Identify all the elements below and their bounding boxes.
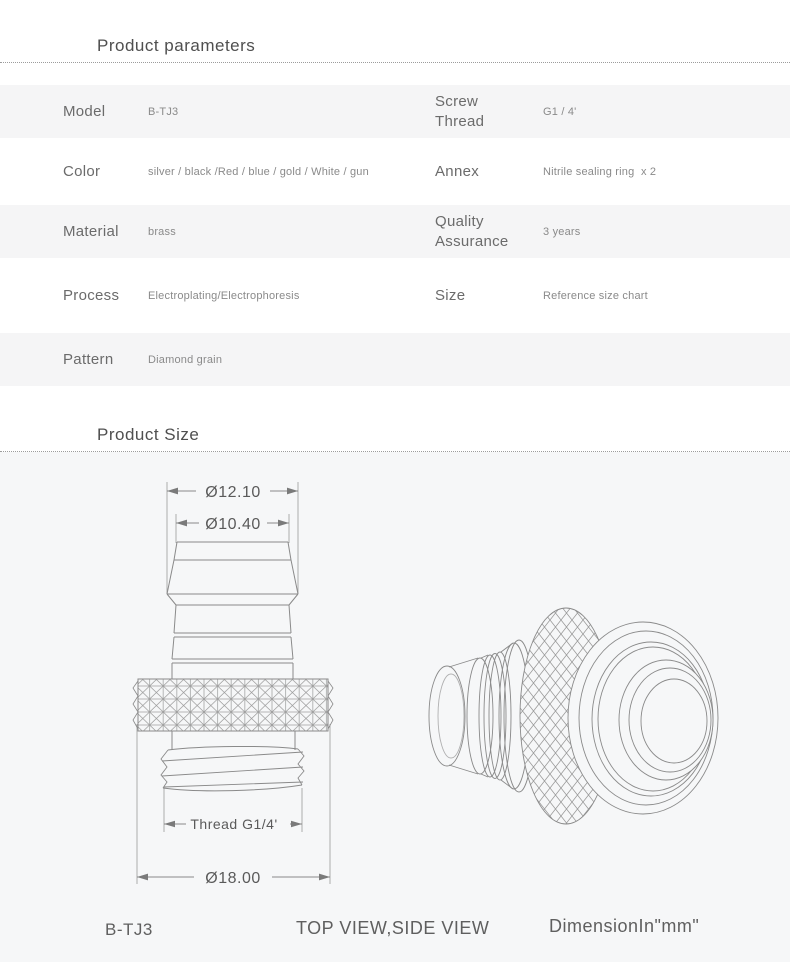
caption-views: TOP VIEW,SIDE VIEW	[296, 918, 490, 938]
param-value: Reference size chart	[543, 289, 648, 302]
parameters-section-title: Product parameters	[0, 0, 790, 63]
param-value: Electroplating/Electrophoresis	[148, 289, 300, 302]
thread-section	[161, 731, 304, 791]
table-row	[0, 205, 790, 258]
table-row	[0, 138, 790, 205]
table-row	[0, 333, 790, 386]
param-value: brass	[148, 225, 176, 238]
front-view	[133, 482, 333, 887]
caption-model: B-TJ3	[105, 920, 153, 939]
param-label: Annex	[435, 162, 480, 180]
size-section-title: Product Size	[0, 386, 790, 452]
param-value: Nitrile sealing ring x 2	[543, 165, 657, 178]
param-label: Pattern	[63, 350, 114, 368]
dim-thread: Thread G1/4'	[190, 816, 278, 832]
table-row	[0, 258, 790, 333]
knurl-band	[133, 679, 333, 731]
face-rings	[568, 622, 718, 814]
param-value: 3 years	[543, 225, 581, 238]
perspective-view	[429, 608, 718, 824]
param-value: Diamond grain	[148, 353, 223, 366]
dim-second-diameter: Ø10.40	[205, 516, 261, 533]
fitting-outline	[167, 542, 298, 679]
param-label: Size	[435, 286, 466, 304]
param-label: Material	[63, 222, 119, 240]
param-value: G1 / 4'	[543, 105, 577, 118]
dim-outer-diameter: Ø18.00	[205, 870, 261, 887]
table-row	[0, 85, 790, 138]
caption-units: DimensionIn"mm"	[549, 916, 700, 936]
param-label: Model	[63, 102, 106, 120]
param-value: silver / black /Red / blue / gold / White / gun	[148, 165, 369, 178]
param-label: Color	[63, 162, 101, 180]
dim-top-diameter: Ø12.10	[205, 484, 261, 501]
parameters-table	[0, 85, 790, 386]
size-diagram-section	[0, 452, 790, 962]
technical-drawing	[0, 452, 790, 907]
param-label: Screw Thread	[435, 92, 485, 130]
param-label: Process	[63, 286, 120, 304]
param-value: B-TJ3	[148, 105, 179, 118]
param-label: Quality Assurance	[435, 212, 509, 250]
